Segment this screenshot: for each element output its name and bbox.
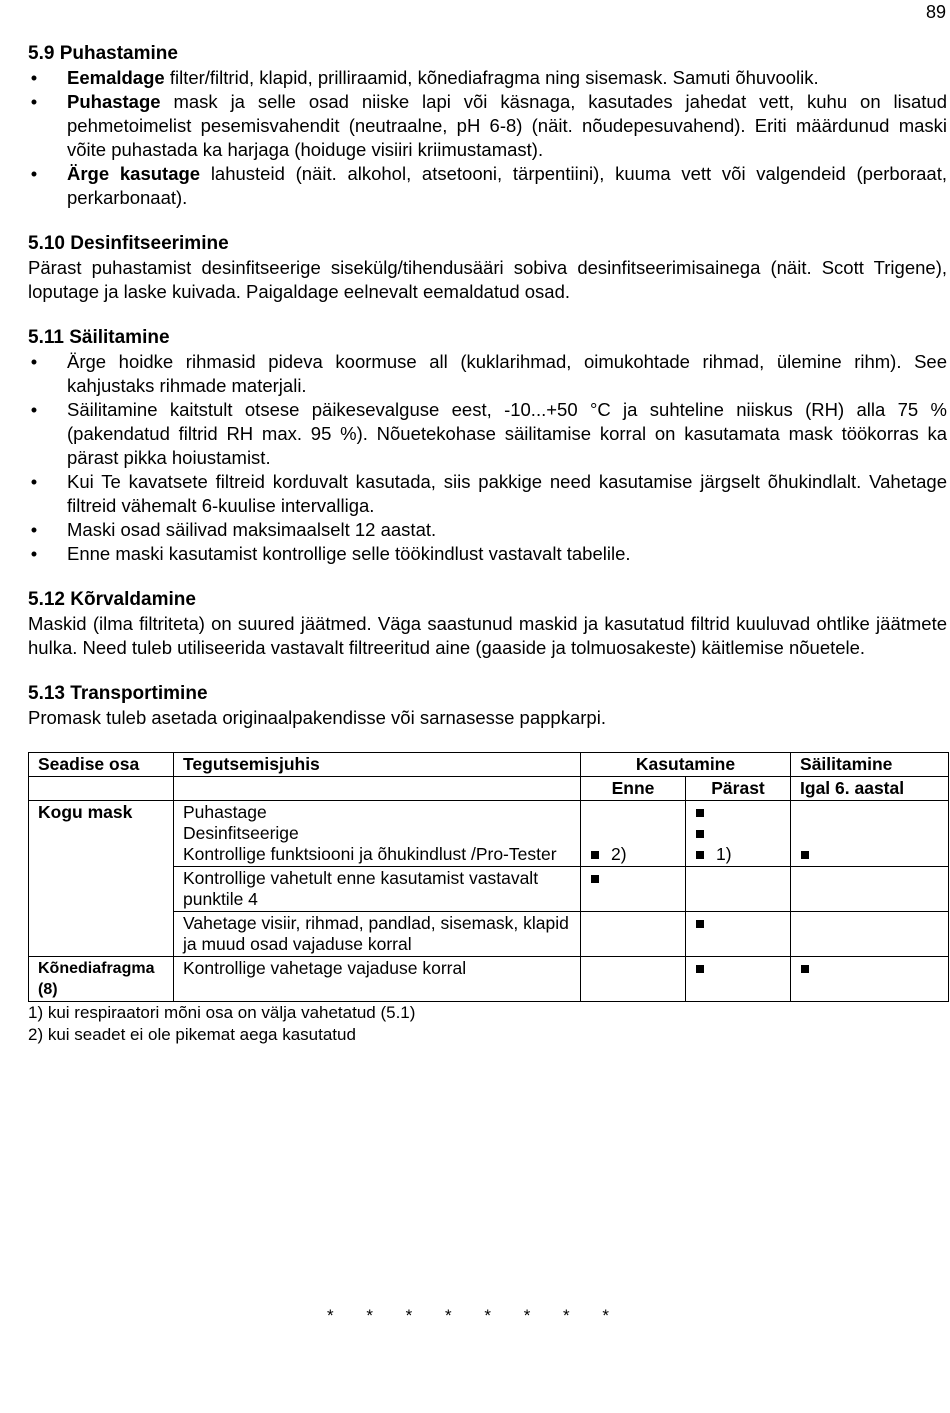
row-instruction: Kontrollige vahetult enne kasutamist vastavalt punktile 4 bbox=[174, 867, 581, 912]
list-item: • Ärge kasutage lahusteid (näit. alkohol, atsetooni, tärpentiini), kuuma vett või valgendeid (perboraat, perkarbonaat). bbox=[30, 163, 947, 208]
table-row bbox=[29, 801, 949, 867]
row-part-speech-diaphragm: Kõnediafragma (8) bbox=[29, 957, 174, 1002]
list-item: • Ärge hoidke rihmasid pideva koormuse all (kuklarihmad, oimukohtade rihmad, ülemine rihm). See kahjustaks rihmade materjali. bbox=[30, 351, 947, 396]
check-mark-icon bbox=[696, 809, 704, 817]
check-mark-icon bbox=[801, 851, 809, 859]
footnote: 1) kui respiraatori mõni osa on välja vahetatud (5.1) bbox=[28, 1003, 416, 1022]
paragraph: Promask tuleb asetada originaalpakendisse või sarnasesse pappkarpi. bbox=[28, 707, 606, 728]
row-storage-cell bbox=[791, 957, 949, 1002]
check-mark-icon bbox=[696, 920, 704, 928]
header-storage: Säilitamine bbox=[791, 753, 949, 777]
list-item: • Kui Te kavatsete filtreid korduvalt kasutada, siis pakkige need kasutamise järgselt õhukindlalt. Vahetage filtreid vähemalt 6-kuulise intervalliga. bbox=[30, 471, 947, 516]
footnote: 2) kui seadet ei ole pikemat aega kasutatud bbox=[28, 1025, 356, 1044]
footnotes bbox=[28, 1002, 947, 1046]
row-storage-cell bbox=[791, 801, 949, 867]
row-instruction: Kontrollige vahetage vajaduse korral bbox=[174, 957, 581, 1002]
header-before: Enne bbox=[581, 777, 686, 801]
section-heading-cleaning: 5.9 Puhastamine bbox=[28, 43, 178, 64]
paragraph: Maskid (ilma filtriteta) on suured jäätmed. Väga saastunud maskid ja kasutatud filtrid kuuluvad ohtlike jäätmete hulka. Need tuleb utiliseerida vastavalt filtreeritud aine (gaaside ja tolmuosakeste) käitlemise nõuetele. bbox=[28, 613, 947, 658]
header-instruction: Tegutsemisjuhis bbox=[174, 753, 581, 777]
check-mark-icon bbox=[801, 965, 809, 973]
page-number: 89 bbox=[925, 2, 946, 22]
row-instruction: Vahetage visiir, rihmad, pandlad, sisemask, klapid ja muud osad vajaduse korral bbox=[174, 912, 581, 957]
check-mark-icon bbox=[696, 830, 704, 838]
document-body bbox=[28, 42, 947, 1046]
row-before-cell bbox=[581, 867, 686, 912]
section-heading-storage: 5.11 Säilitamine bbox=[28, 327, 170, 348]
row-part-whole-mask: Kogu mask bbox=[29, 801, 174, 957]
table-row bbox=[29, 957, 949, 1002]
table-header-row bbox=[29, 753, 949, 777]
header-after: Pärast bbox=[686, 777, 791, 801]
cleaning-list bbox=[28, 66, 947, 210]
list-item: • Enne maski kasutamist kontrollige selle töökindlust vastavalt tabelile. bbox=[30, 543, 631, 564]
section-heading-disposal: 5.12 Kõrvaldamine bbox=[28, 589, 196, 610]
table-subheader-row bbox=[29, 777, 949, 801]
check-mark-icon bbox=[591, 851, 599, 859]
maintenance-table bbox=[28, 752, 949, 1002]
header-part: Seadise osa bbox=[29, 753, 174, 777]
list-item: • Säilitamine kaitstult otsese päikesevalguse eest, -10...+50 °C ja suhteline niiskus (RH) alla 75 % (pakendatud filtrid RH max. 95 %). Nõuetekohase säilitamise korral on kasutamata mask töökorras ka pärast pikka hoiustamist. bbox=[30, 399, 947, 468]
row-after-cell bbox=[686, 957, 791, 1002]
check-mark-icon bbox=[591, 875, 599, 883]
section-heading-disinfection: 5.10 Desinfitseerimine bbox=[28, 233, 229, 254]
check-mark-icon bbox=[696, 965, 704, 973]
row-instruction: Puhastage Desinfitseerige Kontrollige funktsiooni ja õhukindlust /Pro-Tester bbox=[174, 801, 581, 867]
end-marker: * * * * * * * * bbox=[327, 1306, 623, 1325]
list-item: • Puhastage mask ja selle osad niiske lapi või käsnaga, kasutades jahedat vett, kuhu on lisatud pehmetoimelist pesemisvahendit (neutraalne, pH 6-8) (näit. nõudepesuvahend). Eriti määrdunud maski võite puhastada ka harjaga (hoiduge visiiri kriimustamast). bbox=[30, 91, 947, 160]
list-item: • Eemaldage filter/filtrid, klapid, prilliraamid, kõnediafragma ning sisemask. Samuti õhuvoolik. bbox=[30, 67, 819, 88]
row-before-cell: 2) bbox=[581, 801, 686, 867]
row-after-cell: 1) bbox=[686, 801, 791, 867]
row-after-cell bbox=[686, 912, 791, 957]
section-heading-transport: 5.13 Transportimine bbox=[28, 683, 208, 704]
check-mark-icon bbox=[696, 851, 704, 859]
header-usage: Kasutamine bbox=[581, 753, 791, 777]
header-every-6-years: Igal 6. aastal bbox=[791, 777, 949, 801]
storage-list bbox=[28, 350, 947, 566]
paragraph: Pärast puhastamist desinfitseerige sisekülg/tihendusääri sobiva desinfitseerimisainega (näit. Scott Trigene), loputage ja laske kuivada. Paigaldage eelnevalt eemaldatud osad. bbox=[28, 257, 947, 302]
list-item: • Maski osad säilivad maksimaalselt 12 aastat. bbox=[30, 519, 437, 540]
